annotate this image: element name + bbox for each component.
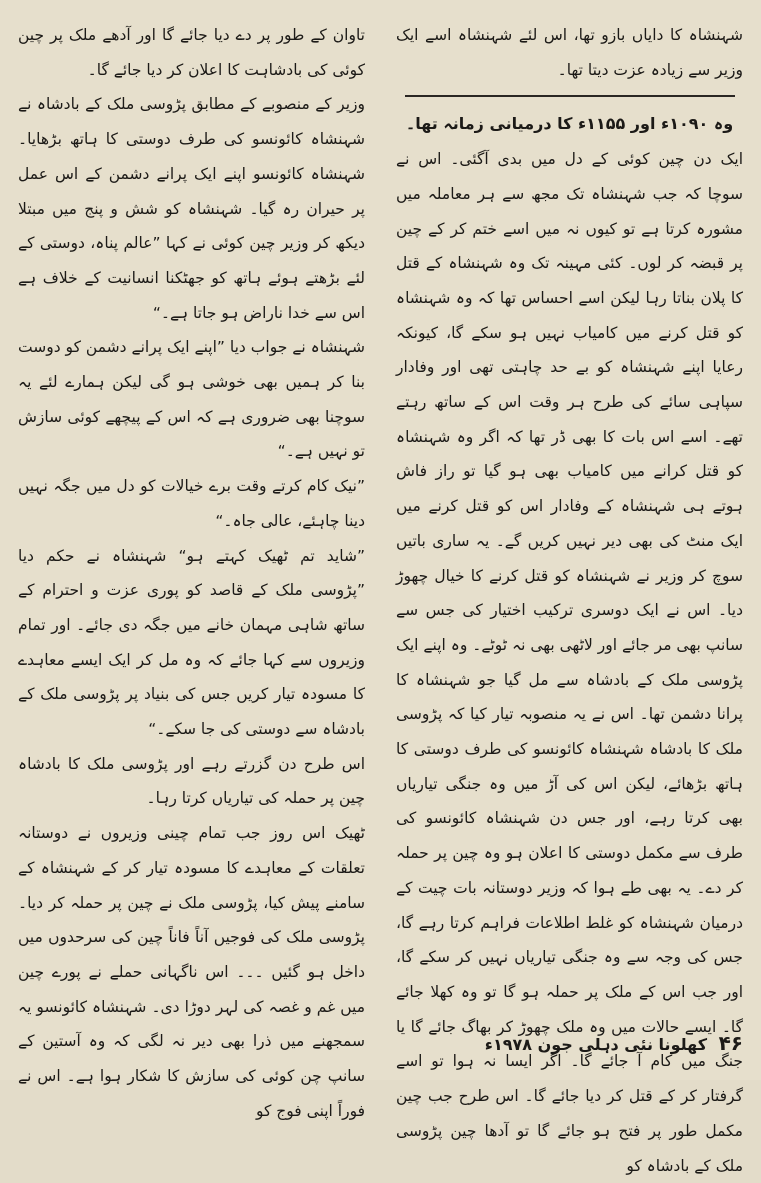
paragraph: تاوان کے طور پر دے دیا جائے گا اور آدھے ملک پر چین کوئی کی بادشاہت کا اعلان کر دیا جائے گا۔ [18,26,365,79]
intro-paragraph: شہنشاہ کا دایاں بازو تھا، اس لئے شہنشاہ اسے ایک وزیر سے زیادہ عزت دیتا تھا۔ [396,26,743,79]
publication-line: کھلونا نئی دہلی جون ۱۹۷۸ء [484,1035,707,1054]
left-text-column [18,18,365,1120]
page-number: ۴۶ [718,1031,743,1055]
paragraph: ”شاید تم ٹھیک کہتے ہو“ شہنشاہ نے حکم دیا ”پڑوسی ملک کے قاصد کو پوری عزت و احترام کے ساتھ شاہی مہمان خانے میں جگہ دی جائے۔ اور تمام وزیروں سے کہا جائے کہ وہ مل کر ایک ایسے معاہدے کا مسودہ تیار کریں جس کی بنیاد پر پڑوسی ملک کے بادشاہ سے دوستی کی جا سکے۔“ [18,546,365,739]
section-heading: وہ ۱۰۹۰ء اور ۱۱۵۵ء کا درمیانی زمانہ تھا۔ [405,114,734,134]
paragraph: شہنشاہ نے جواب دیا ”اپنے ایک پرانے دشمن کو دوست بنا کر ہمیں بھی خوشی ہو گی لیکن ہمارے لئے یہ سوچنا بھی ضروری ہے کہ اس کے پیچھے کوئی سازش تو نہیں ہے۔“ [18,338,365,461]
paragraph: ٹھیک اس روز جب تمام چینی وزیروں نے دوستانہ تعلقات کے معاہدے کا مسودہ تیار کر کے شہنشاہ کے سامنے پیش کیا، پڑوسی ملک نے چین پر حملہ کر دیا۔ پڑوسی ملک کی فوجیں آناً فاناً چین کی سرحدوں میں داخل ہو گئیں ۔۔۔ اس ناگہانی حملے نے پورے چین میں غم و غصہ کی لہر دوڑا دی۔ شہنشاہ کائونسو یہ سمجھنے میں ذرا بھی دیر نہ لگی کہ وہ آستین کے سانپ چن کوئی کی سازش کا شکار ہوا ہے۔ اس نے فوراً اپنی فوج کو [18,824,365,1120]
paragraph: وزیر کے منصوبے کے مطابق پڑوسی ملک کے بادشاہ نے شہنشاہ کائونسو کی طرف دوستی کا ہاتھ بڑھایا۔ شہنشاہ کائونسو اپنے ایک پرانے دشمن کے اس عمل پر حیران رہ گیا۔ شہنشاہ کو شش و پنج میں مبتلا دیکھ کر وزیر چین کوئی نے کہا ”عالم پناہ، دوستی کے لئے بڑھتے ہوئے ہاتھ کو جھٹکنا انسانیت کے خلاف ہے اس سے خدا ناراض ہو جاتا ہے۔“ [18,95,365,322]
paragraph: اس طرح دن گزرتے رہے اور پڑوسی ملک کا بادشاہ چین پر حملہ کی تیاریاں کرتا رہا۔ [18,754,365,808]
paragraph: ”نیک کام کرتے وقت برے خیالات کو دل میں جگہ نہیں دینا چاہئے، عالی جاہ۔“ [18,477,365,530]
body-paragraph: ایک دن چین کوئی کے دل میں بدی آگئی۔ اس نے سوچا کہ جب شہنشاہ تک مجھ سے ہر معاملہ میں مشورہ کرتا ہے تو کیوں نہ میں اسے ختم کر کے چین پر قبضہ کر لوں۔ کئی مہینہ تک وہ شہنشاہ کے قتل کا پلان بناتا رہا لیکن اسے احساس تھا کہ وہ شہنشاہ کو قتل کرنے میں کامیاب نہیں ہو سکے گا، کیونکہ رعایا اپنے شہنشاہ کو بے حد چاہتی تھی اور وفادار سپاہی سائے کی طرح ہر وقت اس کے ساتھ رہتے تھے۔ اسے اس بات کا بھی ڈر تھا کہ اگر وہ شہنشاہ کو قتل کرانے میں کامیاب بھی ہو گیا تو راز فاش ہوتے ہی شہنشاہ کے وفادار اس کو قتل کرنے میں ایک منٹ کی بھی دیر نہیں کریں گے۔ یہ ساری باتیں سوچ کر وزیر نے شہنشاہ کو قتل کرنے کا خیال چھوڑ دیا۔ اس نے ایک دوسری ترکیب اختیار کی جس سے سانپ بھی مر جائے اور لاٹھی بھی نہ ٹوٹے۔ وہ اپنے ایک پڑوسی ملک کے بادشاہ سے مل گیا جو شہنشاہ کا پرانا دشمن تھا۔ اس نے یہ منصوبہ تیار کیا کہ پڑوسی ملک کا بادشاہ شہنشاہ کائونسو کی طرف دوستی کا ہاتھ بڑھائے، لیکن اس کی آڑ میں وہ جنگی تیاریاں بھی کرتا رہے، اور جس دن شہنشاہ کائونسو کی طرف سے مکمل دوستی کا اعلان ہو وہ چین پر حملہ کر دے۔ یہ بھی طے ہوا کہ وزیر دوستانہ بات چیت کے درمیان شہنشاہ کو غلط اطلاعات فراہم کرتا رہے گا، جس کی وجہ سے وہ جنگی تیاریاں نہیں کر سکے گا، اور جب اس کے ملک پر حملہ ہو گا تو وہ کھلا جائے گا۔ ایسے حالات میں وہ ملک چھوڑ کر بھاگ جائے گا یا جنگ میں کام آ جائے گا۔ اگر ایسا نہ ہوا تو اسے گرفتار کر کے قتل کر دیا جائے گا۔ اس طرح جب چین مکمل طور پر فتح ہو جائے گا تو آدھا چین پڑوسی ملک کے بادشاہ کو [396,150,743,1175]
section-divider [405,95,735,97]
page-footer [396,1030,743,1058]
